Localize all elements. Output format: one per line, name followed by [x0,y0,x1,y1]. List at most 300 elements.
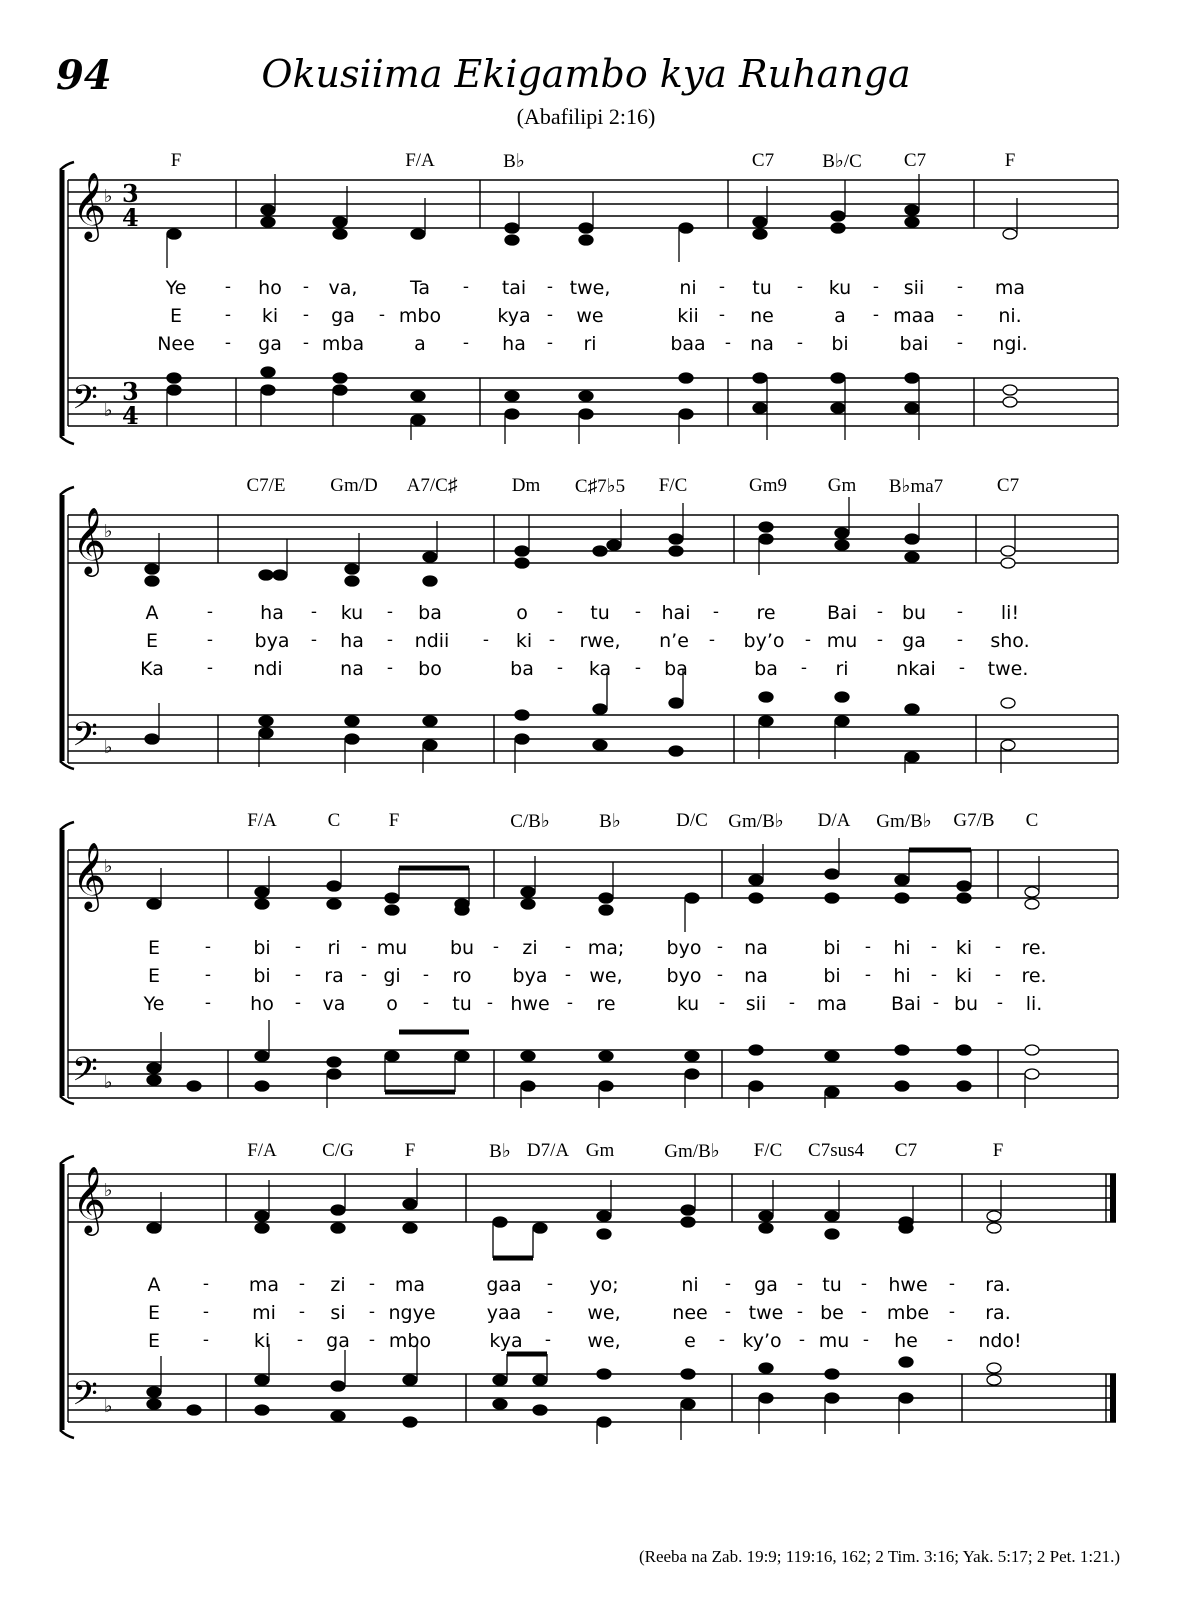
lyric-hyphen: - [716,937,724,957]
lyric-hyphen: - [486,993,494,1013]
lyric-hyphen: - [946,1330,954,1350]
lyric-hyphen: - [378,305,386,325]
lyric-syllable: mbo [398,305,442,327]
lyric-syllable: E [147,937,161,959]
lyric-hyphen: - [930,937,938,957]
lyric-hyphen: - [206,630,214,650]
lyric-syllable: sho. [990,630,1030,652]
lyric-syllable: nee [672,1302,708,1324]
lyric-syllable: mu [818,1330,850,1352]
lyric-syllable: ki [955,965,973,987]
lyric-hyphen: - [302,333,310,353]
music-system-2 [0,475,1200,775]
svg-text:4: 4 [122,401,139,430]
lyric-syllable: Ye [165,277,187,299]
lyric-syllable: ri [835,658,849,680]
lyric-syllable: bu [953,993,979,1015]
chord-symbol: A7/C♯ [406,475,458,496]
lyric-syllable: re [596,993,616,1015]
lyric-syllable: E [147,1302,161,1324]
chord-symbol: B♭ [489,1141,511,1162]
lyric-hyphen: - [994,965,1002,985]
lyric-verse-2 [0,305,1200,331]
lyric-hyphen: - [956,305,964,325]
lyric-hyphen: - [546,1274,554,1294]
chord-symbol: C7/E [246,475,286,496]
svg-text:♭: ♭ [104,737,113,758]
lyric-syllable: re [756,602,776,624]
lyric-syllable: maa [893,305,935,327]
lyric-syllable: rwe, [579,630,621,652]
lyric-syllable: ma [994,277,1026,299]
chord-symbol: C7 [751,150,775,171]
lyric-hyphen: - [462,277,470,297]
lyric-hyphen: - [872,305,880,325]
lyric-hyphen: - [310,602,318,622]
lyric-syllable: na [744,937,768,959]
chord-symbol: F [170,150,182,171]
svg-text:𝄞: 𝄞 [72,1165,107,1233]
lyric-syllable: twe [748,1302,784,1324]
chord-symbol: Gm/D [330,475,378,496]
lyric-verse-3 [0,993,1200,1019]
svg-text:♭: ♭ [104,1072,113,1093]
lyric-verse-3 [0,658,1200,684]
lyric-syllable: hi [893,965,911,987]
lyric-syllable: sii [903,277,925,299]
lyric-hyphen: - [956,630,964,650]
lyric-syllable: zi [522,937,538,959]
lyric-syllable: ga [754,1274,778,1296]
lyric-hyphen: - [956,333,964,353]
lyric-syllable: hi [893,937,911,959]
lyric-syllable: bi [823,965,841,987]
lyric-syllable: o [386,993,398,1015]
lyric-syllable: tu [752,277,772,299]
lyric-hyphen: - [800,658,808,678]
chord-symbol: D/C [676,810,708,831]
lyric-syllable: bi [253,965,271,987]
lyric-hyphen: - [804,630,812,650]
lyric-syllable: e [684,1330,696,1352]
lyric-syllable: byo [666,937,702,959]
lyric-syllable: be [820,1302,844,1324]
lyric-syllable: hai [661,602,691,624]
lyric-verse-2 [0,630,1200,656]
chord-symbol: D/A [817,810,851,831]
lyric-syllable: bo [418,658,442,680]
svg-text:♭: ♭ [104,856,113,877]
lyric-syllable: tai [501,277,527,299]
lyric-hyphen: - [876,602,884,622]
lyric-syllable: a [414,333,426,355]
lyric-hyphen: - [556,602,564,622]
lyric-syllable: bya [254,630,290,652]
chord-symbol: Dm [511,475,541,496]
chord-symbol: B♭ [599,811,621,832]
lyric-hyphen: - [294,993,302,1013]
lyric-syllable: by’o [743,630,785,652]
lyric-syllable: sii [745,993,767,1015]
lyric-hyphen: - [860,1274,868,1294]
svg-text:𝄢: 𝄢 [72,1375,98,1421]
svg-text:♭: ♭ [104,1396,113,1417]
chord-symbol: C [327,810,341,831]
lyric-hyphen: - [386,658,394,678]
lyric-syllable: na [744,965,768,987]
lyric-hyphen: - [360,965,368,985]
lyric-syllable: ki [253,1330,271,1352]
svg-text:♭: ♭ [104,1180,113,1201]
lyric-hyphen: - [202,1302,210,1322]
lyric-syllable: re. [1021,937,1047,959]
scripture-reference: (Abafilipi 2:16) [516,104,656,129]
lyric-syllable: ga [331,305,355,327]
chord-symbol: Gm [827,475,857,496]
chord-symbol: F/A [247,810,277,831]
song-title: Okusiima Ekigambo kya Ruhanga [261,52,911,96]
lyric-hyphen: - [996,993,1004,1013]
lyric-syllable: ma [816,993,848,1015]
svg-text:𝄞: 𝄞 [72,841,107,909]
lyric-hyphen: - [224,305,232,325]
chord-symbol: F/A [247,1140,277,1161]
lyric-hyphen: - [368,1302,376,1322]
lyric-syllable: bi [253,937,271,959]
lyric-syllable: mi [252,1302,276,1324]
lyric-syllable: va, [328,277,358,299]
lyric-syllable: ra. [985,1274,1011,1296]
lyric-syllable: we, [589,965,623,987]
lyric-syllable: ndi [253,658,283,680]
lyric-syllable: bu [449,937,475,959]
lyric-syllable: E [145,630,159,652]
lyric-hyphen: - [798,1330,806,1350]
lyric-hyphen: - [718,993,726,1013]
lyric-syllable: mu [376,937,408,959]
lyric-hyphen: - [462,333,470,353]
lyric-hyphen: - [566,993,574,1013]
lyric-hyphen: - [296,1330,304,1350]
lyric-syllable: he [894,1330,918,1352]
lyric-verse-2 [0,965,1200,991]
lyric-hyphen: - [564,937,572,957]
lyric-syllable: li. [1025,993,1043,1015]
lyric-hyphen: - [876,630,884,650]
lyric-syllable: gi [383,965,401,987]
music-system-4 [0,1140,1200,1460]
lyric-hyphen: - [546,305,554,325]
lyric-syllable: A [145,602,159,624]
lyric-syllable: ne [750,305,774,327]
lyric-hyphen: - [724,1302,732,1322]
lyric-verse-1 [0,1274,1200,1300]
lyric-syllable: kya [497,305,531,327]
lyric-hyphen: - [546,277,554,297]
lyric-hyphen: - [206,658,214,678]
chord-symbol: F/C [753,1140,783,1161]
lyric-verse-2 [0,1302,1200,1328]
lyric-hyphen: - [708,630,716,650]
lyric-syllable: bi [831,333,849,355]
lyric-hyphen: - [718,277,726,297]
lyric-syllable: A [147,1274,161,1296]
chord-symbol: C7 [894,1140,918,1161]
svg-text:♭: ♭ [104,400,113,421]
svg-text:♭: ♭ [104,186,113,207]
lyric-syllable: ni [681,1274,699,1296]
lyric-syllable: o [516,602,528,624]
lyric-hyphen: - [994,937,1002,957]
song-number: 94 [56,52,112,99]
lyric-syllable: ra. [985,1302,1011,1324]
svg-text:𝄞: 𝄞 [72,506,107,574]
lyric-hyphen: - [864,965,872,985]
lyric-hyphen: - [546,1302,554,1322]
lyric-syllable: mbe [886,1302,930,1324]
lyric-hyphen: - [712,602,720,622]
lyric-syllable: bya [512,965,548,987]
lyric-hyphen: - [796,1302,804,1322]
chord-symbol: C/G [322,1140,354,1161]
lyric-hyphen: - [202,1330,210,1350]
lyric-syllable: E [147,1330,161,1352]
lyric-syllable: twe. [987,658,1029,680]
lyric-syllable: bai [899,333,929,355]
lyric-syllable: tu [590,602,610,624]
chord-symbol: F/C [658,475,688,496]
chord-symbol: C7 [903,150,927,171]
lyric-syllable: Bai [827,602,857,624]
lyric-hyphen: - [546,333,554,353]
lyric-syllable: ba [418,602,442,624]
lyric-hyphen: - [788,993,796,1013]
chord-symbol: C [1025,810,1039,831]
lyric-verse-1 [0,937,1200,963]
lyric-syllable: ho [250,993,274,1015]
lyric-syllable: ma; [587,937,625,959]
lyric-syllable: a [834,305,846,327]
lyric-syllable: ki [515,630,533,652]
lyric-hyphen: - [872,277,880,297]
lyric-hyphen: - [386,630,394,650]
lyric-syllable: mu [826,630,858,652]
lyric-syllable: ku [340,602,364,624]
lyric-hyphen: - [224,333,232,353]
lyric-syllable: ba [754,658,778,680]
chord-symbol: C7sus4 [808,1140,864,1161]
lyric-hyphen: - [544,1330,552,1350]
svg-text:𝄢: 𝄢 [72,1051,98,1097]
lyric-syllable: na [340,658,364,680]
svg-text:♭: ♭ [104,521,113,542]
lyric-hyphen: - [202,1274,210,1294]
lyric-syllable: Ka [140,658,164,680]
lyric-syllable: we [576,305,604,327]
lyric-syllable: ba [510,658,534,680]
lyric-syllable: twe, [569,277,611,299]
lyric-syllable: bu [901,602,927,624]
lyric-hyphen: - [956,277,964,297]
lyric-syllable: ni. [998,305,1022,327]
lyric-hyphen: - [724,1274,732,1294]
lyric-verse-1 [0,277,1200,303]
lyric-hyphen: - [204,993,212,1013]
lyric-syllable: ga [902,630,926,652]
lyric-syllable: Nee [157,333,195,355]
chord-symbol: B♭ [503,151,525,172]
lyric-syllable: ha [502,333,526,355]
lyric-hyphen: - [360,937,368,957]
lyric-verse-1 [0,602,1200,628]
lyric-syllable: bi [823,937,841,959]
lyric-syllable: zi [330,1274,346,1296]
lyric-syllable: ba [664,658,688,680]
svg-text:4: 4 [122,203,139,232]
lyric-syllable: nkai [896,658,936,680]
lyric-verse-3 [0,1330,1200,1356]
chord-symbol: C♯7♭5 [574,476,626,497]
chord-symbol: Gm [585,1140,615,1161]
lyric-syllable: ku [676,993,700,1015]
lyric-syllable: ki [261,305,279,327]
lyric-syllable: ma [248,1274,280,1296]
lyric-hyphen: - [564,965,572,985]
lyric-syllable: ha [260,602,284,624]
lyric-syllable: ndii [414,630,450,652]
scripture-references-footer: (Reeba na Zab. 19:9; 119:16, 162; 2 Tim. 3:16; Yak. 5:17; 2 Pet. 1:21.) [638,1547,1120,1566]
chord-symbol: B♭ma7 [888,476,944,497]
lyric-hyphen: - [422,993,430,1013]
lyric-hyphen: - [718,1330,726,1350]
lyric-syllable: ga [326,1330,350,1352]
lyric-syllable: re. [1021,965,1047,987]
lyric-hyphen: - [948,1302,956,1322]
svg-text:3: 3 [122,377,139,406]
lyric-hyphen: - [294,965,302,985]
lyric-hyphen: - [724,333,732,353]
lyric-hyphen: - [548,630,556,650]
lyric-syllable: gaa [486,1274,522,1296]
lyric-syllable: tu [822,1274,842,1296]
chord-symbol: C/B♭ [510,811,550,832]
lyric-hyphen: - [492,937,500,957]
chord-symbol: Gm9 [749,475,787,496]
lyric-syllable: Ta [409,277,431,299]
lyric-hyphen: - [482,630,490,650]
lyric-hyphen: - [298,1274,306,1294]
lyric-syllable: ma [394,1274,426,1296]
chord-symbol: Gm/B♭ [728,811,784,832]
lyric-syllable: ri [327,937,341,959]
chord-symbol: C7 [996,475,1020,496]
lyric-syllable: kii [677,305,699,327]
chord-symbol: F [992,1140,1004,1161]
lyric-syllable: hwe [888,1274,928,1296]
lyric-syllable: ha [340,630,364,652]
lyric-hyphen: - [864,937,872,957]
lyric-hyphen: - [796,333,804,353]
chord-symbol: F/A [405,150,435,171]
lyric-syllable: ka [588,658,612,680]
lyric-hyphen: - [932,993,940,1013]
lyric-syllable: baa [670,333,706,355]
lyric-hyphen: - [948,1274,956,1294]
lyric-syllable: we, [587,1302,621,1324]
lyric-syllable: ki [955,937,973,959]
lyric-syllable: kya [489,1330,523,1352]
music-system-1 [0,150,1200,450]
lyric-syllable: ndo! [978,1330,1022,1352]
lyric-syllable: si [330,1302,346,1324]
lyric-hyphen: - [204,937,212,957]
svg-text:𝄢: 𝄢 [72,379,98,425]
lyric-hyphen: - [796,1274,804,1294]
svg-text:3: 3 [122,179,139,208]
lyric-syllable: we, [587,1330,621,1352]
staff-graphic [0,1140,1200,1460]
chord-symbol: F [388,810,400,831]
chord-symbol: D7/A [526,1140,570,1161]
lyric-hyphen: - [556,658,564,678]
svg-text:𝄢: 𝄢 [72,716,98,762]
lyric-hyphen: - [302,277,310,297]
lyric-syllable: va [322,993,346,1015]
chord-symbol: F [1004,150,1016,171]
lyric-hyphen: - [958,658,966,678]
lyric-hyphen: - [368,1330,376,1350]
lyric-syllable: ky’o [742,1330,782,1352]
lyric-hyphen: - [302,305,310,325]
lyric-hyphen: - [930,965,938,985]
music-system-3 [0,810,1200,1110]
lyric-syllable: E [147,965,161,987]
lyric-syllable: ngi. [992,333,1028,355]
lyric-hyphen: - [634,658,642,678]
lyric-syllable: ku [828,277,852,299]
lyric-verse-3 [0,333,1200,359]
lyric-hyphen: - [956,602,964,622]
lyric-hyphen: - [716,965,724,985]
lyric-syllable: ni [679,277,697,299]
lyric-syllable: mbo [388,1330,432,1352]
lyric-syllable: ga [258,333,282,355]
lyric-syllable: Bai [891,993,921,1015]
lyric-hyphen: - [422,965,430,985]
lyric-syllable: yaa [486,1302,522,1324]
lyric-syllable: hwe [510,993,550,1015]
lyric-hyphen: - [796,277,804,297]
lyric-hyphen: - [204,965,212,985]
lyric-hyphen: - [386,602,394,622]
chord-symbol: F [404,1140,416,1161]
chord-symbol: Gm/B♭ [876,811,932,832]
lyric-syllable: li! [1000,602,1020,624]
lyric-hyphen: - [206,602,214,622]
lyric-syllable: E [169,305,183,327]
lyric-hyphen: - [298,1302,306,1322]
lyric-syllable: ri [583,333,597,355]
lyric-hyphen: - [310,630,318,650]
lyric-hyphen: - [294,937,302,957]
lyric-syllable: ro [452,965,472,987]
chord-symbol: B♭/C [822,151,862,172]
lyric-syllable: ngye [388,1302,436,1324]
lyric-syllable: n’e [659,630,689,652]
lyric-syllable: yo; [589,1274,619,1296]
lyric-syllable: byo [666,965,702,987]
lyric-syllable: ra [324,965,344,987]
